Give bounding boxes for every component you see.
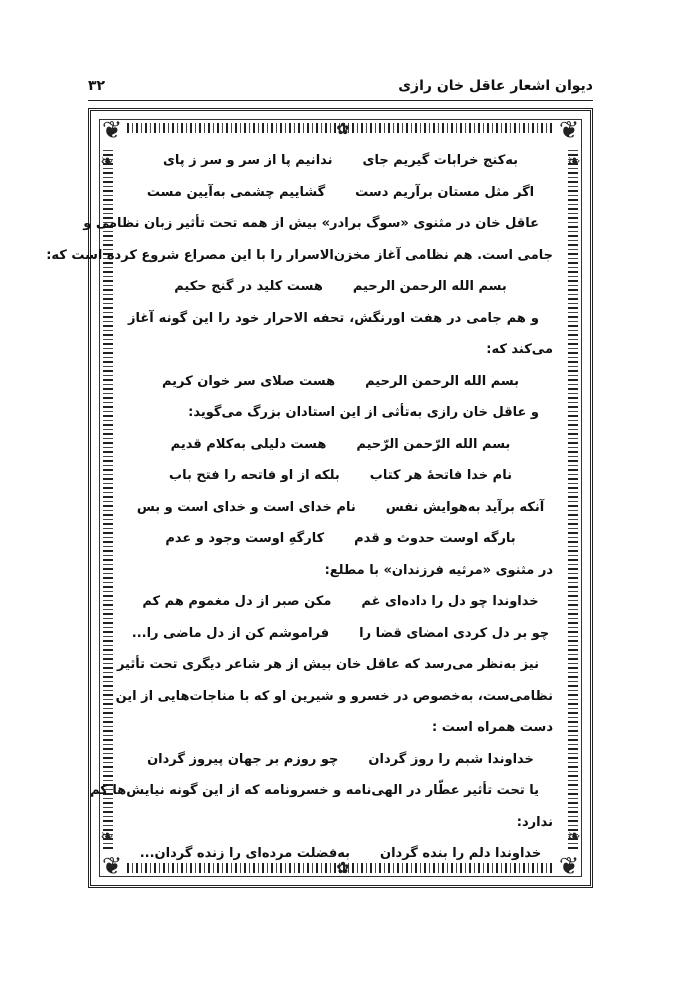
- prose-line: جامی است. هم نظامی آغاز مخزن‌الاسرار را با این مصراع شروع کرده است که:: [46, 247, 553, 263]
- verse-couplet: [128, 274, 553, 300]
- prose-line: یا تحت تأثیر عطّار در الهی‌نامه و خسرونامه که از این گونه نیایش‌ها کم: [90, 783, 539, 798]
- verse-couplet: [128, 148, 553, 174]
- prose-line: عاقل خان در مثنوی «سوگ برادر» بیش از همه تحت تأثیر زبان نظامی و: [83, 216, 539, 231]
- hemistich-second: نام خدای است و خدای است و بس: [136, 499, 356, 515]
- hemistich-first: آنکه برآید به‌هوایش نفس: [385, 499, 545, 515]
- prose-line: در مثنوی «مرثیه فرزندان» با مطلع:: [324, 562, 553, 578]
- hemistich-first: اگر مثل مستان برآریم دست: [355, 184, 535, 200]
- right-ornament-icon: ❧: [567, 826, 581, 845]
- hemistich-second: به‌فضلت مرده‌ای را زنده گردان...: [139, 846, 350, 861]
- page-header: [88, 78, 593, 100]
- verse-couplet: [128, 589, 553, 615]
- hemistich-second: گشاییم چشمی به‌آیین مست: [146, 184, 326, 200]
- hemistich-first: به‌کنج خرابات گیریم جای: [362, 153, 519, 168]
- hemistich-first: بسم الله الرحمن الرحیم: [365, 373, 520, 389]
- hemistich-first: خداوندا دلم را بنده گردان: [380, 846, 542, 861]
- prose-line: نظامی‌ست، به‌خصوص در خسرو و شیرین او که با مناجات‌هایی از این: [115, 688, 553, 704]
- hemistich-second: فراموشم کن از دل ماضی را...: [131, 625, 330, 641]
- header-rule: [88, 100, 593, 101]
- hemistich-second: هست دلیلی به‌کلام قدیم: [170, 436, 327, 452]
- hemistich-first: خداوندا شبم را روز گردان: [368, 751, 534, 767]
- prose-line: ندارد:: [516, 814, 553, 830]
- verse-couplet: [128, 841, 553, 867]
- corner-ornament-icon: ❦: [101, 852, 123, 880]
- hemistich-first: بسم الله الرحمن الرحیم: [352, 279, 507, 294]
- hemistich-first: بارگه اوست حدوث و قدم: [354, 531, 516, 546]
- verse-couplet: [128, 495, 553, 521]
- hemistich-first: خداوندا چو دل را داده‌ای غم: [361, 594, 539, 609]
- page-number: ۳۲: [88, 78, 106, 94]
- hemistich-second: هست کلید در گنج حکیم: [174, 279, 323, 294]
- frame-border-right: [568, 147, 578, 849]
- verse-couplet: [128, 526, 553, 552]
- top-center-ornament-icon: ✿: [336, 119, 350, 138]
- hemistich-second: هست صلای سر خوان کریم: [161, 373, 336, 389]
- verse-couplet: [128, 621, 553, 647]
- corner-ornament-icon: ❦: [101, 116, 123, 144]
- hemistich-second: بلکه از او فاتحه را فتح باب: [169, 468, 340, 483]
- hemistich-second: مکن صبر از دل مغموم هم کم: [142, 594, 332, 609]
- verse-couplet: [128, 463, 553, 489]
- prose-line: نیز به‌نظر می‌رسد که عاقل خان بیش از هر شاعر دیگری تحت تأثیر: [116, 657, 539, 672]
- bottom-center-ornament-icon: ✿: [336, 858, 350, 877]
- verse-couplet: [128, 432, 553, 458]
- hemistich-second: ندانیم پا از سر و سر ز پای: [162, 153, 333, 168]
- prose-line: می‌کند که:: [486, 342, 553, 357]
- prose-line: و هم جامی در هفت اورنگش، تحفه الاحرار خود را این گونه آغاز: [128, 310, 539, 326]
- prose-line: دست همراه است :: [432, 720, 553, 735]
- hemistich-second: کارگهِ اوست وجود و عدم: [165, 531, 325, 546]
- verse-couplet: [128, 369, 553, 395]
- hemistich-second: چو روزم بر جهان پیروز گردان: [147, 751, 339, 767]
- page-body: [46, 148, 553, 861]
- prose-line: و عاقل خان رازی به‌تأثی از این استادان بزرگ می‌گوید:: [188, 405, 539, 420]
- right-ornament-icon: ❧: [567, 151, 581, 170]
- hemistich-first: بسم الله الرّحمن الرّحیم: [356, 436, 511, 452]
- verse-couplet: [128, 747, 553, 773]
- corner-ornament-icon: ❦: [558, 116, 580, 144]
- corner-ornament-icon: ❦: [558, 852, 580, 880]
- left-ornament-icon: ❧: [100, 151, 114, 170]
- verse-couplet: [128, 180, 553, 206]
- hemistich-first: چو بر دل کردی امضای قضا را: [359, 625, 550, 641]
- hemistich-first: نام خدا فاتحهٔ هر کتاب: [369, 468, 512, 483]
- left-ornament-icon: ❧: [100, 826, 114, 845]
- book-title: دیوان اشعار عاقل خان رازی: [398, 78, 593, 94]
